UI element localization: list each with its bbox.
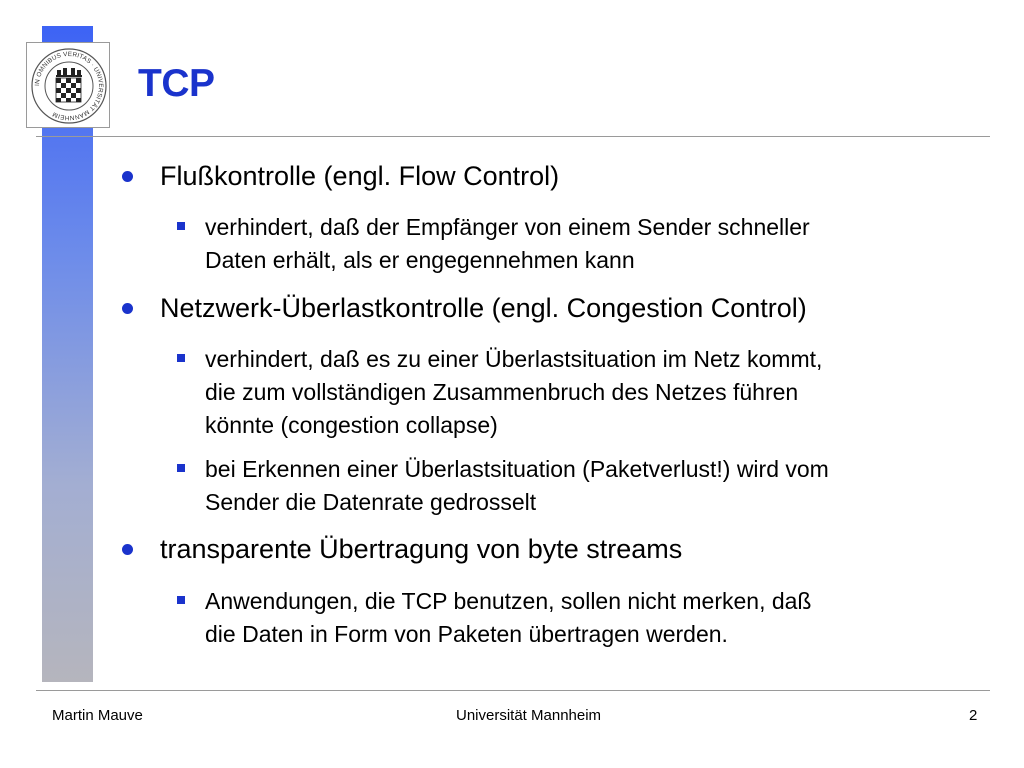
sub-bullet-square-icon (177, 354, 185, 362)
bullet-text: Netzwerk-Überlastkontrolle (engl. Congestion Control) (160, 293, 807, 323)
sub-bullet-square-icon (177, 596, 185, 604)
bullet-item (160, 160, 559, 192)
bullet-dot-icon (122, 544, 133, 555)
sub-bullet-line: verhindert, daß der Empfänger von einem Sender schneller (205, 214, 810, 240)
bullet-text: Flußkontrolle (engl. Flow Control) (160, 161, 560, 191)
bullet-item (160, 533, 682, 565)
bullet-item (160, 292, 807, 324)
slide-title: TCP (138, 62, 215, 105)
sub-bullet-line: die zum vollständigen Zusammenbruch des Netzes führen (205, 379, 799, 405)
sub-bullet-item (205, 453, 829, 519)
sub-bullet-line: die Daten in Form von Paketen übertragen werden. (205, 621, 728, 647)
sub-bullet-square-icon (177, 222, 185, 230)
bullet-dot-icon (122, 171, 133, 182)
sub-bullet-item (205, 343, 822, 442)
sub-bullet-line: Daten erhält, als er engegennehmen kann (205, 247, 635, 273)
sub-bullet-line: könnte (congestion collapse) (205, 412, 498, 438)
footer-divider (36, 690, 990, 691)
logo-ring-text: IN OMNIBUS VERITAS · UNIVERSITÄT MANNHEIM (33, 50, 105, 122)
sub-bullet-line: Sender die Datenrate gedrosselt (205, 489, 537, 515)
sub-bullet-item (205, 585, 811, 651)
bullet-text: transparente Übertragung von byte streams (160, 534, 683, 564)
footer-author: Martin Mauve (52, 707, 143, 724)
sub-bullet-line: bei Erkennen einer Überlastsituation (Paketverlust!) wird vom (205, 456, 829, 482)
page-number: 2 (969, 707, 978, 724)
footer-institution: Universität Mannheim (456, 707, 602, 724)
bullet-dot-icon (122, 303, 133, 314)
sub-bullet-square-icon (177, 464, 185, 472)
sub-bullet-line: verhindert, daß es zu einer Überlastsituation im Netz kommt, (205, 346, 823, 372)
sub-bullet-line: Anwendungen, die TCP benutzen, sollen nicht merken, daß (205, 588, 812, 614)
sub-bullet-item (205, 211, 810, 277)
